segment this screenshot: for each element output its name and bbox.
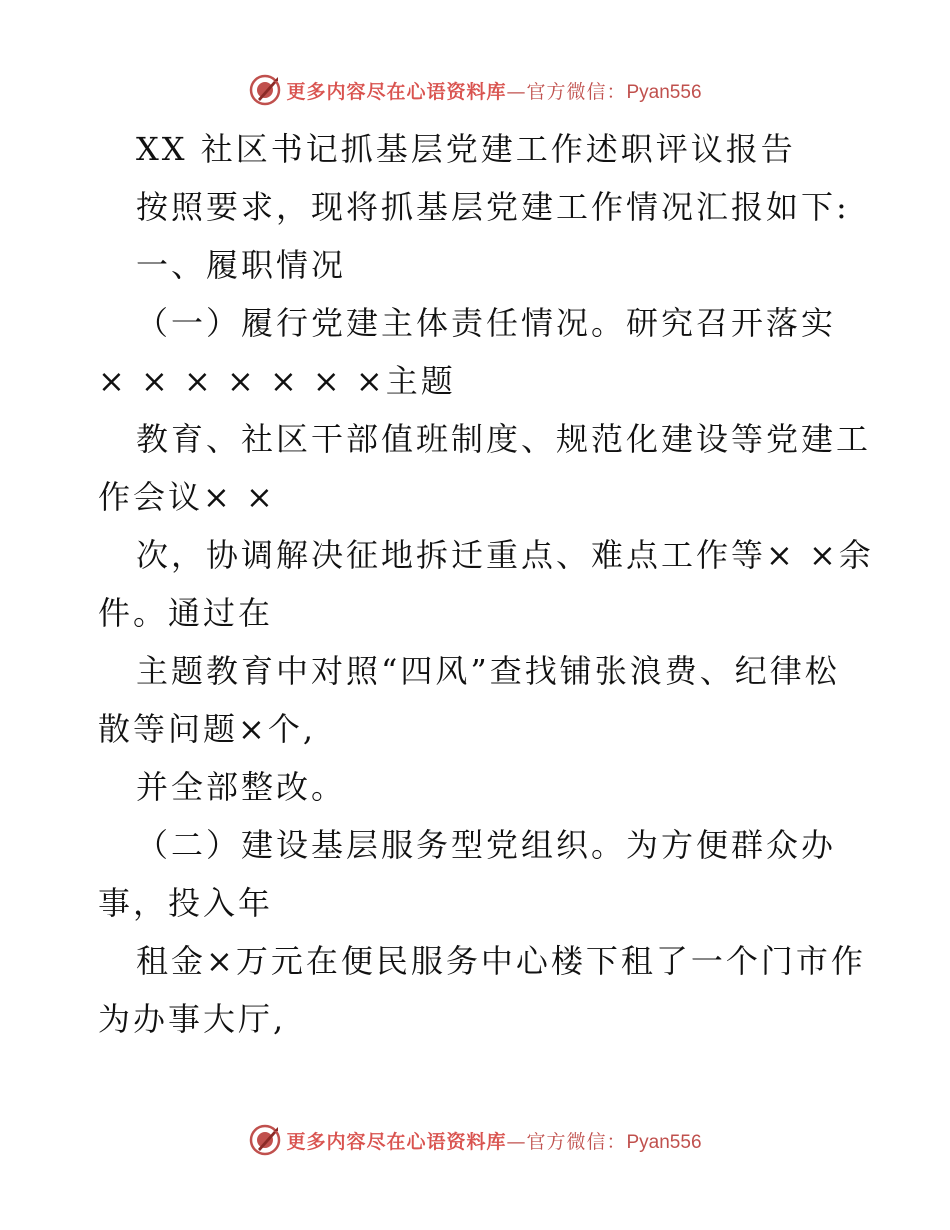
paragraph-line: 主题教育中对照“四风”查找铺张浪费、纪律松 bbox=[136, 652, 840, 690]
paragraph-line: 教育、社区干部值班制度、规范化建设等党建工 bbox=[136, 420, 872, 458]
paragraph-line: 散等问题×个, bbox=[98, 710, 316, 748]
banner-main-text: 更多内容尽在心语资料库 bbox=[286, 1130, 507, 1153]
banner-official-label: 官方微信： bbox=[526, 80, 627, 103]
paragraph-line: 为办事大厅, bbox=[98, 1000, 287, 1038]
banner-dash: — bbox=[506, 80, 527, 103]
pen-logo-icon bbox=[248, 1123, 282, 1157]
banner-wechat-id: Pyan556 bbox=[626, 81, 702, 103]
document-title: XX 社区书记抓基层党建工作述职评议报告 bbox=[136, 130, 796, 168]
footer-banner bbox=[0, 1120, 950, 1160]
paragraph-line: 件。通过在 bbox=[98, 594, 274, 632]
paragraph-line: （二）建设基层服务型党组织。为方便群众办 bbox=[136, 826, 837, 864]
paragraph-line: 按照要求，现将抓基层党建工作情况汇报如下: bbox=[136, 188, 850, 226]
paragraph-line: × × × × × × ×主题 bbox=[98, 362, 456, 400]
paragraph-line: 事，投入年 bbox=[98, 884, 274, 922]
header-banner bbox=[0, 70, 950, 110]
document-body bbox=[98, 120, 874, 1048]
paragraph-line: 作会议× × bbox=[98, 478, 276, 516]
paragraph-line: （一）履行党建主体责任情况。研究召开落实 bbox=[136, 304, 837, 342]
paragraph-line: 租金×万元在便民服务中心楼下租了一个门市作 bbox=[136, 942, 866, 980]
banner-text bbox=[286, 77, 701, 104]
banner-wechat-id: Pyan556 bbox=[626, 1131, 702, 1153]
banner-text bbox=[286, 1127, 701, 1154]
banner-dash: — bbox=[506, 1130, 527, 1153]
banner-main-text: 更多内容尽在心语资料库 bbox=[286, 80, 507, 103]
paragraph-line: 次，协调解决征地拆迁重点、难点工作等× ×余 bbox=[136, 536, 874, 574]
banner-official-label: 官方微信： bbox=[526, 1130, 627, 1153]
paragraph-line: 并全部整改。 bbox=[136, 768, 347, 806]
section-heading: 一、履职情况 bbox=[136, 246, 347, 284]
pen-logo-icon bbox=[248, 73, 282, 107]
